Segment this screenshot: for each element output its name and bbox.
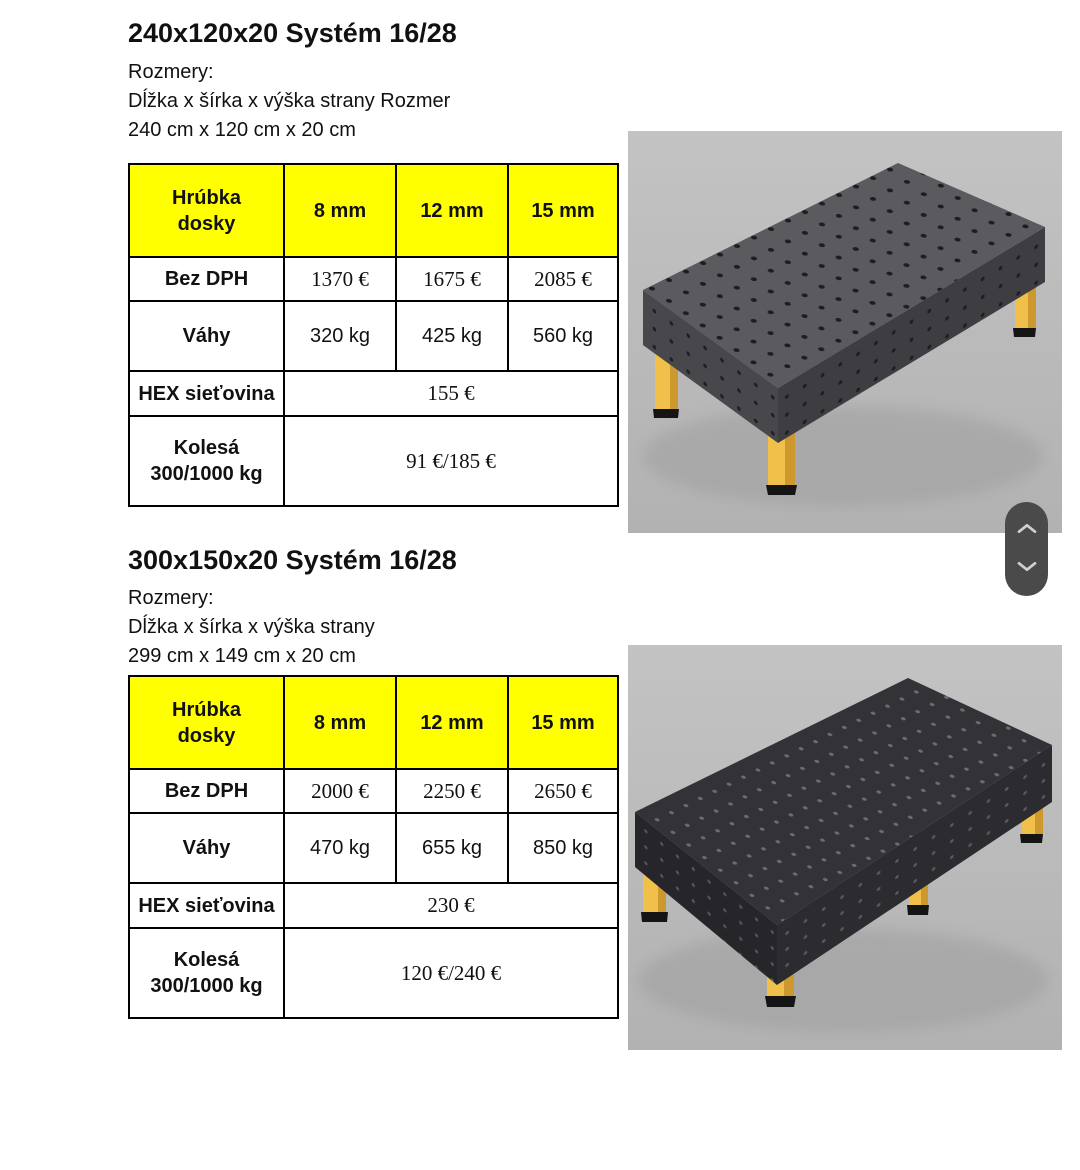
wheels-price-cell: 120 €/240 €: [284, 928, 618, 1018]
wheels-price-cell: 91 €/185 €: [284, 416, 618, 506]
weight-cell: 320 kg: [284, 301, 396, 371]
weight-cell: 560 kg: [508, 301, 618, 371]
price-cell: 2250 €: [396, 769, 508, 813]
product-image-240x120: [628, 131, 1062, 533]
product-title-300x150: 300x150x20 Systém 16/28: [128, 545, 457, 575]
header-cell-thickness: Hrúbka dosky: [129, 164, 284, 257]
dimensions-block: [128, 58, 450, 145]
price-cell: 2650 €: [508, 769, 618, 813]
row-label-price: Bez DPH: [129, 257, 284, 301]
header-cell-8mm: 8 mm: [284, 164, 396, 257]
price-cell: 2000 €: [284, 769, 396, 813]
row-label-wheels: Kolesá 300/1000 kg: [129, 928, 284, 1018]
weight-cell: 850 kg: [508, 813, 618, 883]
scroll-widget: [1005, 502, 1048, 596]
chevron-up-icon: [1015, 522, 1039, 538]
dimensions-label: Rozmery:: [128, 61, 214, 83]
dimensions-block: [128, 584, 375, 671]
row-label-price: Bez DPH: [129, 769, 284, 813]
header-cell-8mm: 8 mm: [284, 676, 396, 769]
header-cell-15mm: 15 mm: [508, 676, 618, 769]
row-label-hex: HEX sieťovina: [129, 371, 284, 416]
product-image-300x150: [628, 645, 1062, 1050]
dimensions-line1: Dĺžka x šírka x výška strany: [128, 616, 375, 638]
hex-price-cell: 230 €: [284, 883, 618, 928]
price-table-240x120: [128, 163, 619, 507]
chevron-down-icon: [1015, 560, 1039, 576]
dimensions-line1: Dĺžka x šírka x výška strany Rozmer: [128, 90, 451, 112]
row-label-weight: Váhy: [129, 813, 284, 883]
weight-cell: 470 kg: [284, 813, 396, 883]
scroll-down-button[interactable]: [1009, 552, 1045, 584]
row-label-weight: Váhy: [129, 301, 284, 371]
weight-cell: 425 kg: [396, 301, 508, 371]
hex-price-cell: 155 €: [284, 371, 618, 416]
dimensions-line2: 299 cm x 149 cm x 20 cm: [128, 645, 356, 667]
header-cell-12mm: 12 mm: [396, 676, 508, 769]
dimensions-line2: 240 cm x 120 cm x 20 cm: [128, 119, 356, 141]
weight-cell: 655 kg: [396, 813, 508, 883]
header-cell-12mm: 12 mm: [396, 164, 508, 257]
scroll-up-button[interactable]: [1009, 514, 1045, 546]
price-cell: 1370 €: [284, 257, 396, 301]
header-cell-thickness: Hrúbka dosky: [129, 676, 284, 769]
price-cell: 1675 €: [396, 257, 508, 301]
row-label-wheels: Kolesá 300/1000 kg: [129, 416, 284, 506]
row-label-hex: HEX sieťovina: [129, 883, 284, 928]
price-cell: 2085 €: [508, 257, 618, 301]
dimensions-label: Rozmery:: [128, 587, 214, 609]
price-table-300x150: [128, 675, 619, 1019]
header-cell-15mm: 15 mm: [508, 164, 618, 257]
product-title-240x120: 240x120x20 Systém 16/28: [128, 18, 457, 48]
